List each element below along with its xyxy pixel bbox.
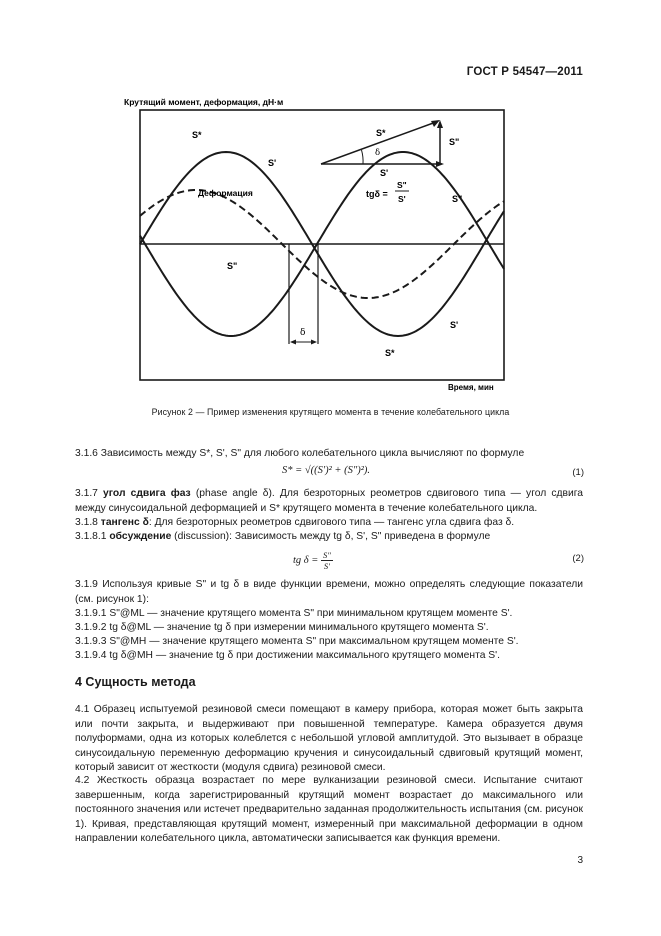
vector-angle-arc [362,150,364,164]
para-3-1-8-number: 3.1.8 [75,517,98,528]
para-3-1-7-number: 3.1.7 [75,488,98,499]
tg-formula-left: tgδ = [366,189,388,199]
figure-caption: Рисунок 2 — Пример изменения крутящего момента в течение колебательного цикла [151,407,510,417]
para-4-2: 4.2 Жесткость образца возрастает по мере вулканизации резиновой смеси. Испытание считают завершенным, когда зарегистрированный крутящий момент возрастает до максимального или постоянного значения или истечет предварительно заданная продолжительность испытания (см. рисунок 1). Кривая, представляющая крутящий момент, измеренный при максимальной деформации в одном направлении колебательного цикла, автоматически записывается как функция времени. [75,775,583,845]
label-s-double-right: S" [452,194,463,204]
delta-label: δ [300,328,306,338]
para-3-1-8 [75,516,583,531]
label-s-double-left: S" [227,261,238,271]
section-4-title: 4 Сущность метода [75,675,196,689]
vector-delta-label: δ [375,148,381,158]
torque-figure [118,92,526,392]
vector-s-star-label: S* [376,128,386,138]
standard-header: ГОСТ Р 54547—2011 [466,66,583,78]
para-3-1-7-text: (phase angle δ). Для безроторных реометров сдвигового типа — угол сдвига между синусоидальной деформацией и S* крутящего момента в течение колебательного цикла. [75,488,583,514]
para-3-1-7 [75,487,583,516]
para-3-1-9-3: 3.1.9.3 S"@MH — значение крутящего момента S" при максимальном крутящем моменте S'. [75,636,519,647]
para-3-1-9-4: 3.1.9.4 tg δ@MH — значение tg δ при достижении максимального крутящего момента S'. [75,650,500,661]
para-3-1-8-term: тангенс δ [100,517,149,528]
vector-s-double-label: S" [449,137,460,147]
para-3-1-8-1-number: 3.1.8.1 [75,531,107,542]
label-deformation: Деформация [198,188,253,198]
label-s-prime-top: S' [268,158,277,168]
para-3-1-8-1-term: обсуждение [109,531,172,542]
para-3-1-8-1-text: (discussion): Зависимость между tg δ, S', S" приведена в формуле [171,531,491,542]
para-3-1-8-text: : Для безроторных реометров сдвигового типа — тангенс угла сдвига фаз δ. [148,517,515,528]
para-3-1-6: 3.1.6 Зависимость между S*, S', S" для любого колебательного цикла вычисляют по формуле [75,448,525,459]
tg-formula-denominator: S' [398,194,406,204]
para-3-1-9-1: 3.1.9.1 S"@ML — значение крутящего момента S" при минимальном крутящем моменте S'. [75,608,513,619]
label-s-prime-bottom: S' [450,320,459,330]
para-3-1-9-2: 3.1.9.2 tg δ@ML — значение tg δ при измерении минимального крутящего момента S'. [75,622,489,633]
formula-1: S* = √((S')² + (S")²). [282,465,370,476]
formula-2 [293,550,333,571]
page-number: 3 [577,855,583,866]
formula-2-numerator: S" [323,550,331,560]
para-3-1-8-1 [75,530,583,545]
formula-2-fraction [321,550,333,571]
formula-2-left: tg δ = [293,554,319,566]
x-axis-label: Время, мин [448,383,494,392]
formula-2-number: (2) [572,553,584,564]
y-axis-label: Крутящий момент, деформация, дН·м [124,97,284,107]
formula-2-denominator: S' [323,561,330,571]
label-s-star-top: S* [192,130,202,140]
vector-s-prime-label: S' [380,168,389,178]
para-4-1: 4.1 Образец испытуемой резиновой смеси помещают в камеру прибора, которая может быть закрыта или почти закрыта, и выдерживают при повышенной температуре. Камера образуется двумя полуформами, одна из которых колеблется с небольшой угловой амплитудой. Это вызывает в образце синусоидальную переменную деформацию кручения и синусоидальный сдвиговый крутящий момент, который зависит от жесткости (модуля сдвига) резиновой смеси. [75,704,583,774]
tg-formula-numerator: S" [397,180,407,190]
delta-arrow-right [311,340,317,345]
para-3-1-9: 3.1.9 Используя кривые S" и tg δ в виде функции времени, можно определять следующие показатели (см. рисунок 1): [75,579,583,605]
para-3-1-7-term: угол сдвига фаз [103,488,191,499]
formula-1-number: (1) [572,467,584,478]
label-s-star-bottom: S* [385,348,395,358]
delta-arrow-left [290,340,296,345]
plot-frame [140,110,504,380]
